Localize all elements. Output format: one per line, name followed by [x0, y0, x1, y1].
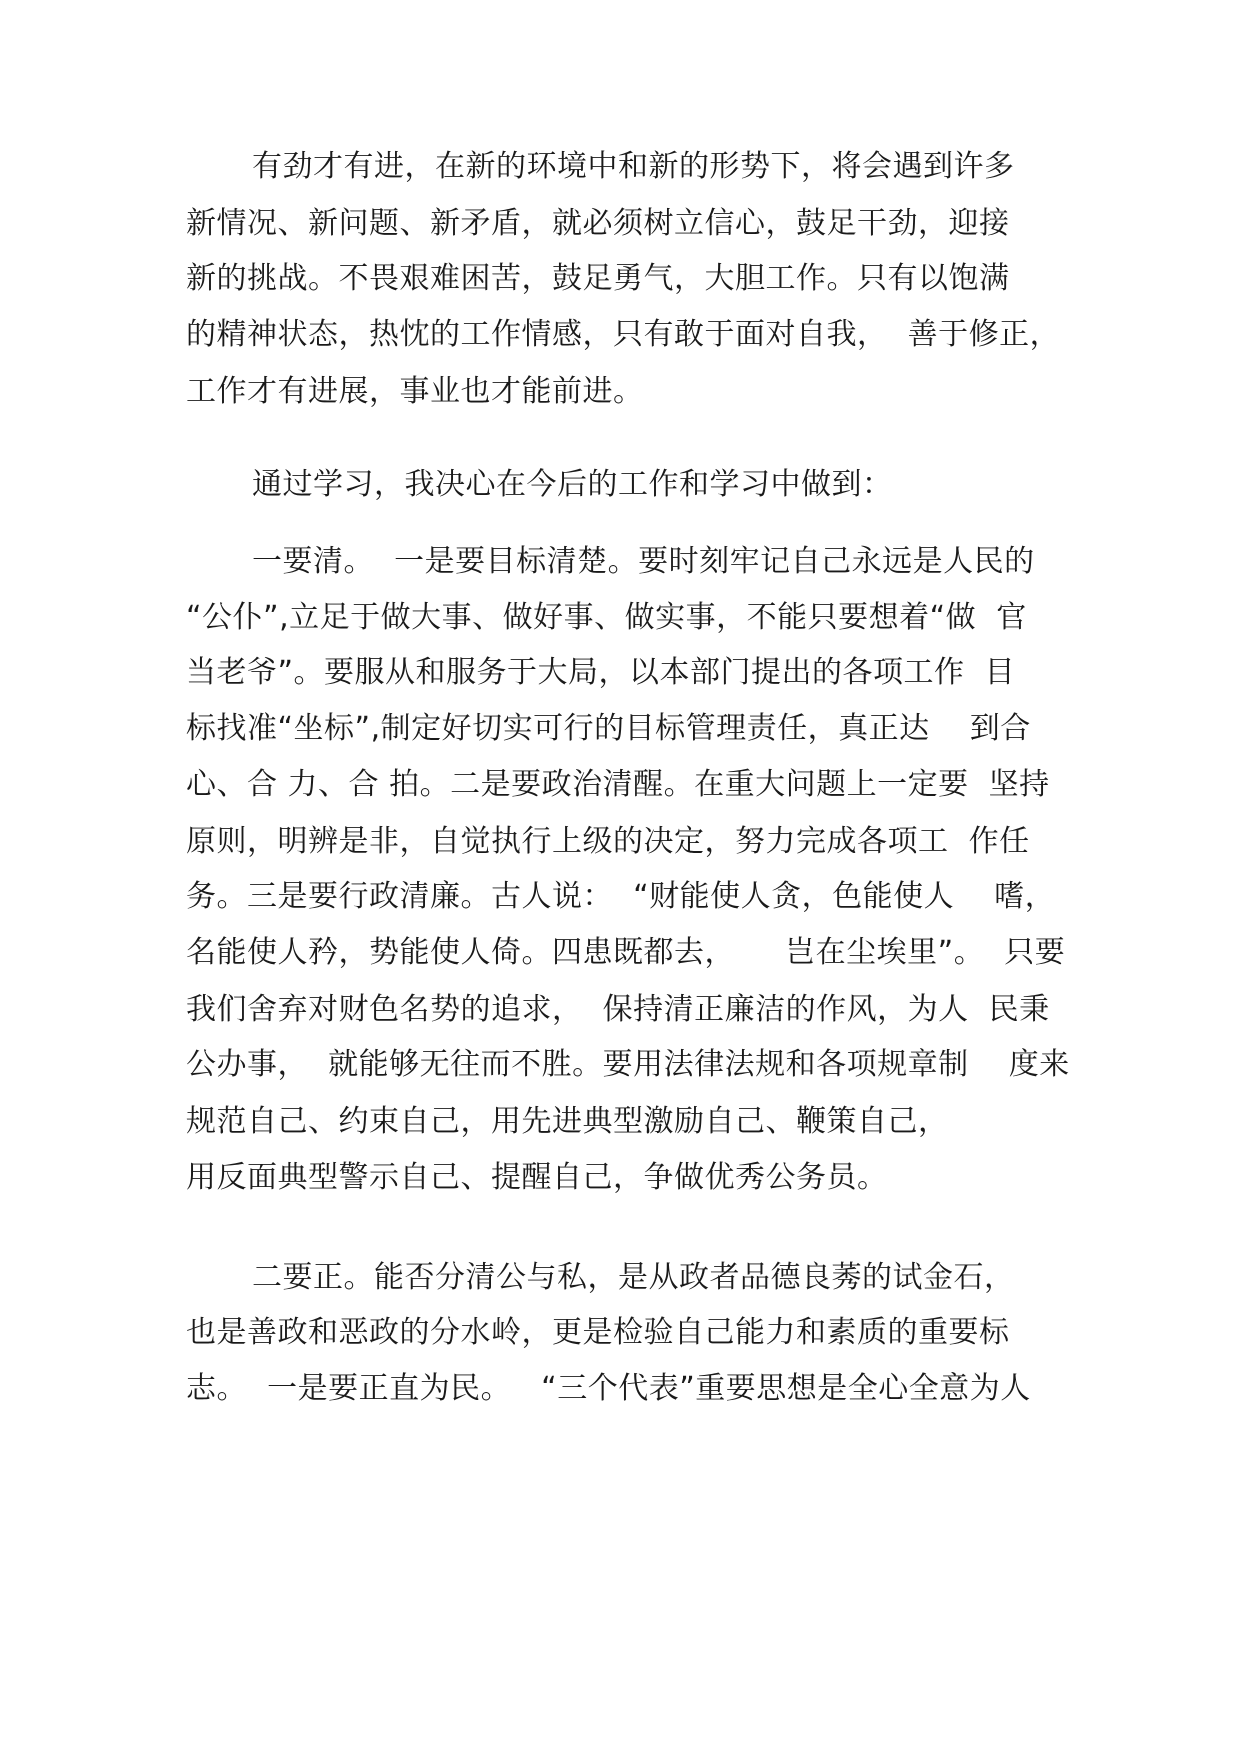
paragraph-4-line-3: 志。 一是要正直为民。 “三个代表”重要思想是全心全意为人: [186, 1371, 1031, 1406]
paragraph-1-line-3: 新的挑战。不畏艰难困苦，鼓足勇气，大胆工作。只有以饱满: [186, 261, 1010, 296]
paragraph-3-line-11: 规范自己、约束自己，用先进典型激励自己、鞭策自己，: [186, 1104, 949, 1139]
paragraph-3-line-12: 用反面典型警示自己、提醒自己，争做优秀公务员。: [186, 1160, 888, 1195]
paragraph-3-line-3: 当老爷”。要服从和服务于大局，以本部门提出的各项工作 目: [186, 655, 1016, 690]
paragraph-2-line-1: 通过学习，我决心在今后的工作和学习中做到：: [252, 467, 893, 502]
paragraph-3-line-4: 标找准“坐标”,制定好切实可行的目标管理责任，真正达 到合: [186, 711, 1031, 746]
paragraph-3-line-5: 心、合 力、合 拍。二是要政治清醒。在重大问题上一定要 坚持: [186, 767, 1050, 802]
paragraph-3-line-10: 公办事， 就能够无往而不胜。要用法律法规和各项规章制 度来: [186, 1047, 1070, 1082]
paragraph-1-line-5: 工作才有进展，事业也才能前进。: [186, 374, 644, 409]
paragraph-3-line-6: 原则，明辨是非，自觉执行上级的决定，努力完成各项工 作任: [186, 824, 1030, 859]
paragraph-4-line-2: 也是善政和恶政的分水岭，更是检验自己能力和素质的重要标: [186, 1315, 1010, 1350]
paragraph-3-line-2: “公仆”,立足于做大事、做好事、做实事，不能只要想着“做 官: [186, 600, 1027, 635]
paragraph-1-line-1: 有劲才有进，在新的环境中和新的形势下，将会遇到许多: [252, 149, 1015, 184]
paragraph-3-line-8: 名能使人矜，势能使人倚。四患既都去， 岂在尘埃里”。 只要: [186, 935, 1066, 970]
paragraph-4-line-1: 二要正。能否分清公与私，是从政者品德良莠的试金石，: [252, 1260, 1015, 1295]
paragraph-3-line-1: 一要清。 一是要目标清楚。要时刻牢记自己永远是人民的: [252, 544, 1035, 579]
paragraph-3-line-7: 务。三是要行政清廉。古人说： “财能使人贪，色能使人 嗜，: [186, 879, 1056, 914]
paragraph-3-line-9: 我们舍弃对财色名势的追求， 保持清正廉洁的作风，为人 民秉: [186, 992, 1050, 1027]
paragraph-1-line-4: 的精神状态，热忱的工作情感，只有敢于面对自我， 善于修正，: [186, 317, 1061, 352]
paragraph-1-line-2: 新情况、新问题、新矛盾，就必须树立信心，鼓足干劲，迎接: [186, 206, 1010, 241]
